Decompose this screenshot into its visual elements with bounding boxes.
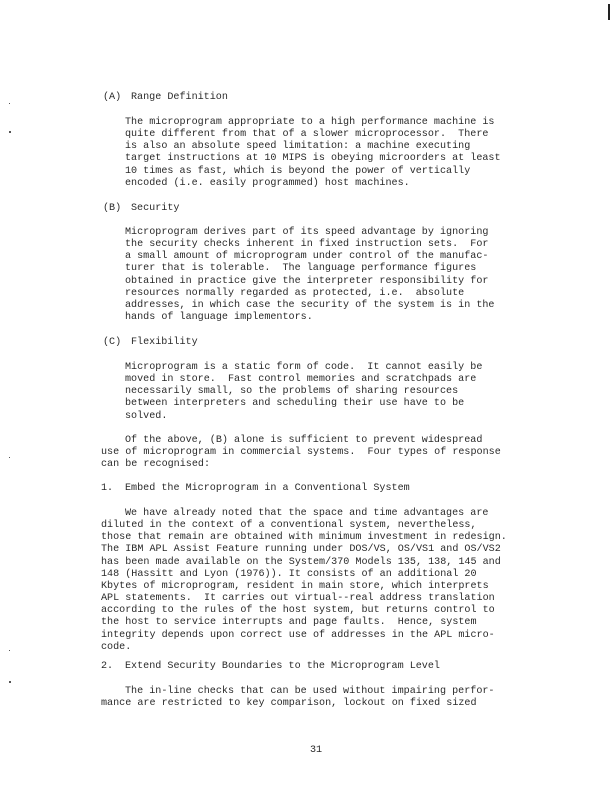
paragraph-line: according to the rules of the host system, but returns control to bbox=[101, 605, 495, 617]
margin-dot bbox=[9, 681, 11, 683]
paragraph-line: APL statements. It carries out virtual--real address translation bbox=[101, 593, 495, 605]
paragraph-line: the security checks inherent in fixed instruction sets. For bbox=[125, 239, 489, 251]
paragraph-line: The IBM APL Assist Feature running under DOS/VS, OS/VS1 and OS/VS2 bbox=[101, 544, 501, 556]
margin-dot bbox=[9, 131, 11, 133]
section-label: (B) bbox=[103, 203, 122, 214]
margin-bar bbox=[608, 4, 610, 20]
paragraph-line: 148 (Hassitt and Lyon (1976)). It consists of an additional 20 bbox=[101, 568, 477, 580]
paragraph-line: is also an absolute speed limitation: a machine executing bbox=[125, 141, 471, 153]
margin-dot bbox=[9, 650, 10, 651]
paragraph-line: has been made available on the System/370 Models 135, 138, 145 and bbox=[101, 556, 501, 568]
response-label: 2. bbox=[101, 661, 114, 672]
paragraph-line: those that remain are obtained with minimum investment in redesign. bbox=[101, 532, 507, 544]
paragraph-line: target instructions at 10 MIPS is obeying microorders at least bbox=[125, 153, 501, 165]
paragraph-line: moved in store. Fast control memories and scratchpads are bbox=[125, 374, 477, 386]
paragraph-line: We have already noted that the space and time advantages are bbox=[125, 508, 489, 519]
paragraph-line: Kbytes of microprogram, resident in main store, which interprets bbox=[101, 580, 489, 592]
paragraph-line: the host to service interrupts and page faults. Hence, system bbox=[101, 617, 477, 629]
paragraph-line: diluted in the context of a conventional system, nevertheless, bbox=[101, 520, 477, 532]
paragraph-line: code. bbox=[101, 641, 132, 653]
section-label: (C) bbox=[103, 337, 122, 348]
margin-dot bbox=[9, 457, 10, 458]
page-number: 31 bbox=[310, 745, 323, 756]
section-heading: Security bbox=[131, 203, 180, 214]
paragraph-line: can be recognised: bbox=[101, 459, 211, 471]
paragraph-line: The in-line checks that can be used without impairing perfor- bbox=[125, 686, 495, 697]
paragraph-line: Of the above, (B) alone is sufficient to prevent widespread bbox=[125, 435, 483, 446]
paragraph-line: integrity depends upon correct use of addresses in the APL micro- bbox=[101, 629, 495, 641]
response-heading: Embed the Microprogram in a Conventional System bbox=[125, 483, 410, 494]
paragraph-line: obtained in practice give the interpreter responsibility for bbox=[125, 275, 489, 287]
paragraph-line: hands of language implementors. bbox=[125, 312, 313, 324]
paragraph-line: resources normally regarded as protected, i.e. absolute bbox=[125, 287, 465, 299]
section-heading: Flexibility bbox=[131, 337, 198, 348]
paragraph-line: turer that is tolerable. The language performance figures bbox=[125, 263, 477, 275]
margin-dot bbox=[9, 103, 10, 104]
response-label: 1. bbox=[101, 483, 114, 494]
paragraph-line: 10 times as fast, which is beyond the power of vertically bbox=[125, 165, 471, 177]
response-heading: Extend Security Boundaries to the Microprogram Level bbox=[125, 661, 440, 672]
paragraph-line: Microprogram is a static form of code. It cannot easily be bbox=[125, 362, 483, 373]
paragraph-line: The microprogram appropriate to a high performance machine is bbox=[125, 117, 495, 128]
section-label: (A) bbox=[103, 92, 122, 103]
paragraph-line: quite different from that of a slower microprocessor. There bbox=[125, 129, 489, 141]
paragraph-line: mance are restricted to key comparison, lockout on fixed sized bbox=[101, 698, 477, 710]
paragraph-line: addresses, in which case the security of the system is in the bbox=[125, 299, 495, 311]
paragraph-line: encoded (i.e. easily programmed) host machines. bbox=[125, 177, 410, 189]
paragraph-line: necessarily small, so the problems of sharing resources bbox=[125, 386, 459, 398]
paragraph-line: use of microprogram in commercial systems. Four types of response bbox=[101, 447, 501, 459]
section-heading: Range Definition bbox=[131, 92, 228, 103]
paragraph-line: solved. bbox=[125, 410, 168, 422]
paragraph-line: between interpreters and scheduling their use have to be bbox=[125, 398, 465, 410]
paragraph-line: a small amount of microprogram under control of the manufac- bbox=[125, 251, 489, 263]
paragraph-line: Microprogram derives part of its speed advantage by ignoring bbox=[125, 227, 489, 238]
